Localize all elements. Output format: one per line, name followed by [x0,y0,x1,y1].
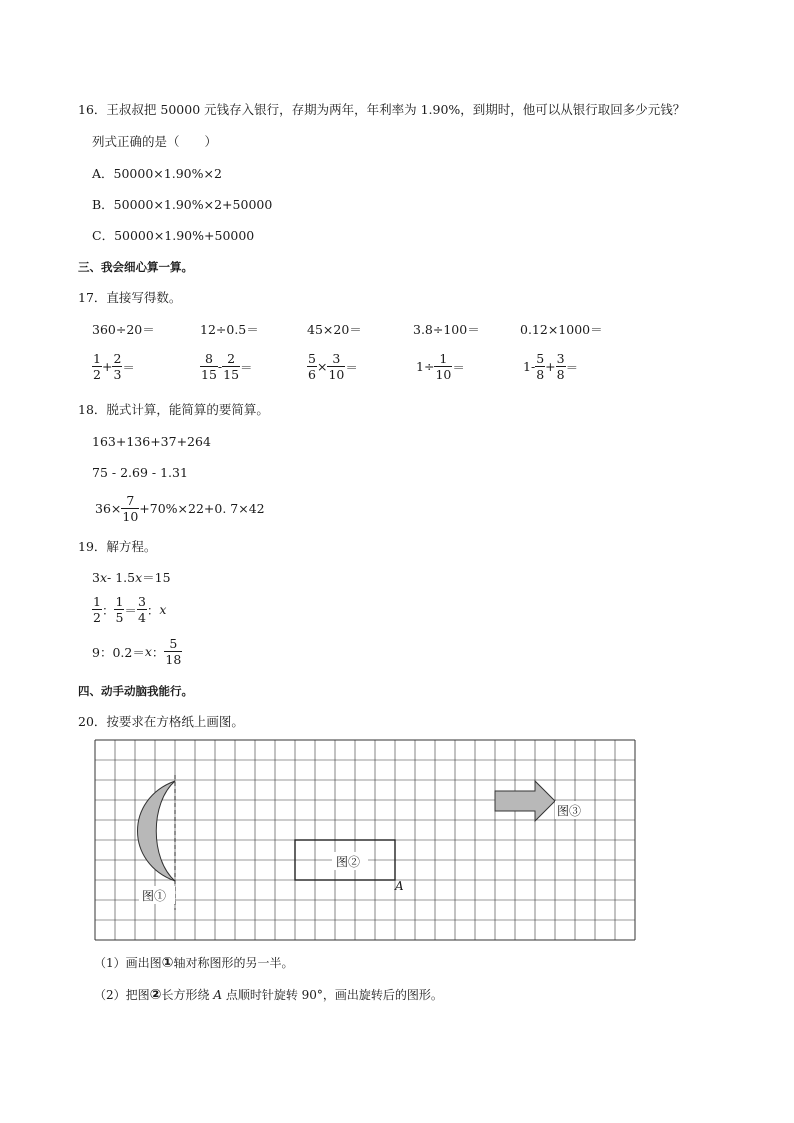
denominator: 6 [308,367,316,382]
ratio-colon: ： [101,602,115,618]
q20-subquestion-1 [94,954,294,971]
q17-frac-calc-5 [523,352,578,381]
fraction [556,352,566,381]
q18-expression-2: 75 - 2.69 - 1.31 [92,465,188,480]
denominator: 5 [115,610,124,625]
q19-equation-1 [92,569,171,585]
q16-stem: 16．王叔叔把 50000 元钱存入银行，存期为两年，年利率为 1.90%，到期时，他可以从银行取回多少元钱？ [78,102,686,117]
q18-title: 18．脱式计算，能简算的要简算。 [78,402,269,417]
denominator: 4 [137,610,146,625]
term: ＝15 [142,570,171,585]
equals-sign: ＝ [240,359,253,375]
q17-frac-calc-2 [200,352,253,381]
numerator: 2 [227,351,236,366]
denominator: 10 [122,509,139,524]
fraction [222,352,240,381]
q17-calc-2: 12÷0.5＝ [200,322,259,337]
q17-calc-4: 3.8÷100＝ [413,322,480,337]
equals-sign: ＝ [345,359,358,375]
term: - 1.5 [107,569,136,585]
numerator: 3 [332,351,341,366]
point-a-label: A [395,879,404,893]
fraction [434,352,452,381]
variable-x: x [144,644,152,659]
fraction [200,352,218,381]
fraction [92,352,102,381]
fraction [121,494,139,523]
operator: × [316,359,328,374]
numerator: 8 [204,351,213,366]
variable-x: x [135,569,143,585]
q18-expression-3 [95,494,265,523]
coefficient: 3 [92,569,100,585]
numerator: 5 [169,636,178,651]
variable-x: x [99,569,108,585]
q17-calc-1: 360÷20＝ [92,322,155,337]
figure-1-mark: ① [161,955,174,971]
point-a-reference: A [213,988,222,1002]
subquestion-text: （2）把图 [94,988,150,1002]
q16-option-a: A．50000×1.90%×2 [92,166,222,181]
expression-prefix: 36× [95,501,122,516]
ratio-colon: ： [151,644,165,660]
figure-2-label: 图② [336,855,361,869]
q19-title: 19．解方程。 [78,539,157,554]
figure-2-mark: ② [149,987,162,1003]
numerator: 1 [93,351,101,366]
q17-calc-5: 0.12×1000＝ [520,322,603,337]
expression-suffix: +70%×22+0. 7×42 [139,501,265,516]
q18-expression-1: 163+136+37+264 [92,434,211,449]
numerator: 1 [439,351,448,366]
equals-sign: ＝ [122,359,135,375]
equals-sign: ＝ [124,602,137,618]
graph-paper [90,735,640,945]
q20-title: 20．按要求在方格纸上画图。 [78,714,244,729]
numerator: 5 [308,351,316,366]
denominator: 18 [165,652,182,667]
q17-frac-calc-4 [416,352,465,381]
numerator: 7 [126,493,135,508]
ratio-colon: ： [146,602,160,618]
q19-equation-2 [92,595,166,624]
fraction [164,637,182,666]
subquestion-text: （1）画出图 [94,956,162,970]
q20-subquestion-2 [94,986,443,1003]
q16-prompt: 列式正确的是（ ） [92,134,218,149]
subquestion-text: 轴对称图形的另一半。 [173,956,294,970]
denominator: 10 [328,367,345,382]
denominator: 3 [113,367,122,382]
figure-1-label: 图① [142,889,167,903]
q17-frac-calc-3 [307,352,358,381]
fraction [112,352,122,381]
denominator: 10 [435,367,452,382]
equals-sign: ＝ [452,359,465,375]
q17-frac-calc-1 [92,352,135,381]
fraction [137,595,147,624]
q16-option-b: B．50000×1.90%×2+50000 [92,197,273,212]
operator: - [217,359,223,374]
numerator: 3 [137,594,146,609]
subquestion-text: 长方形绕 [161,988,214,1002]
denominator: 8 [556,367,565,382]
numerator: 1 [115,594,124,609]
denominator: 15 [201,367,217,382]
fraction [92,595,102,624]
numerator: 2 [113,351,122,366]
expression-prefix: 1÷ [416,359,435,374]
section-4-heading: 四、动手动脑我能行。 [78,684,193,698]
numerator: 5 [536,351,545,366]
fraction [114,595,124,624]
fraction [327,352,345,381]
denominator: 2 [93,367,101,382]
fraction [535,352,545,381]
denominator: 15 [223,367,240,382]
operator: + [101,359,113,374]
denominator: 8 [536,367,545,382]
denominator: 2 [93,610,101,625]
variable-x: x [159,602,167,617]
figure-3-arrow [495,781,555,821]
q19-equation-3 [92,637,182,666]
q17-calc-3: 45×20＝ [307,322,362,337]
subquestion-text: 点顺时针旋转 90°，画出旋转后的图形。 [222,988,443,1002]
section-3-heading: 三、我会细心算一算。 [78,260,193,274]
operator: + [545,359,556,374]
fraction [307,352,317,381]
figure-3-label: 图③ [557,804,582,818]
q16-option-c: C．50000×1.90%+50000 [92,228,255,243]
figure-1-crescent-shape [138,781,176,881]
numerator: 1 [93,594,101,609]
q17-title: 17．直接写得数。 [78,290,182,305]
numerator: 3 [556,351,565,366]
equals-sign: ＝ [565,359,579,375]
expression-prefix: 9：0.2＝ [92,644,145,660]
expression-prefix: 1- [523,359,536,374]
